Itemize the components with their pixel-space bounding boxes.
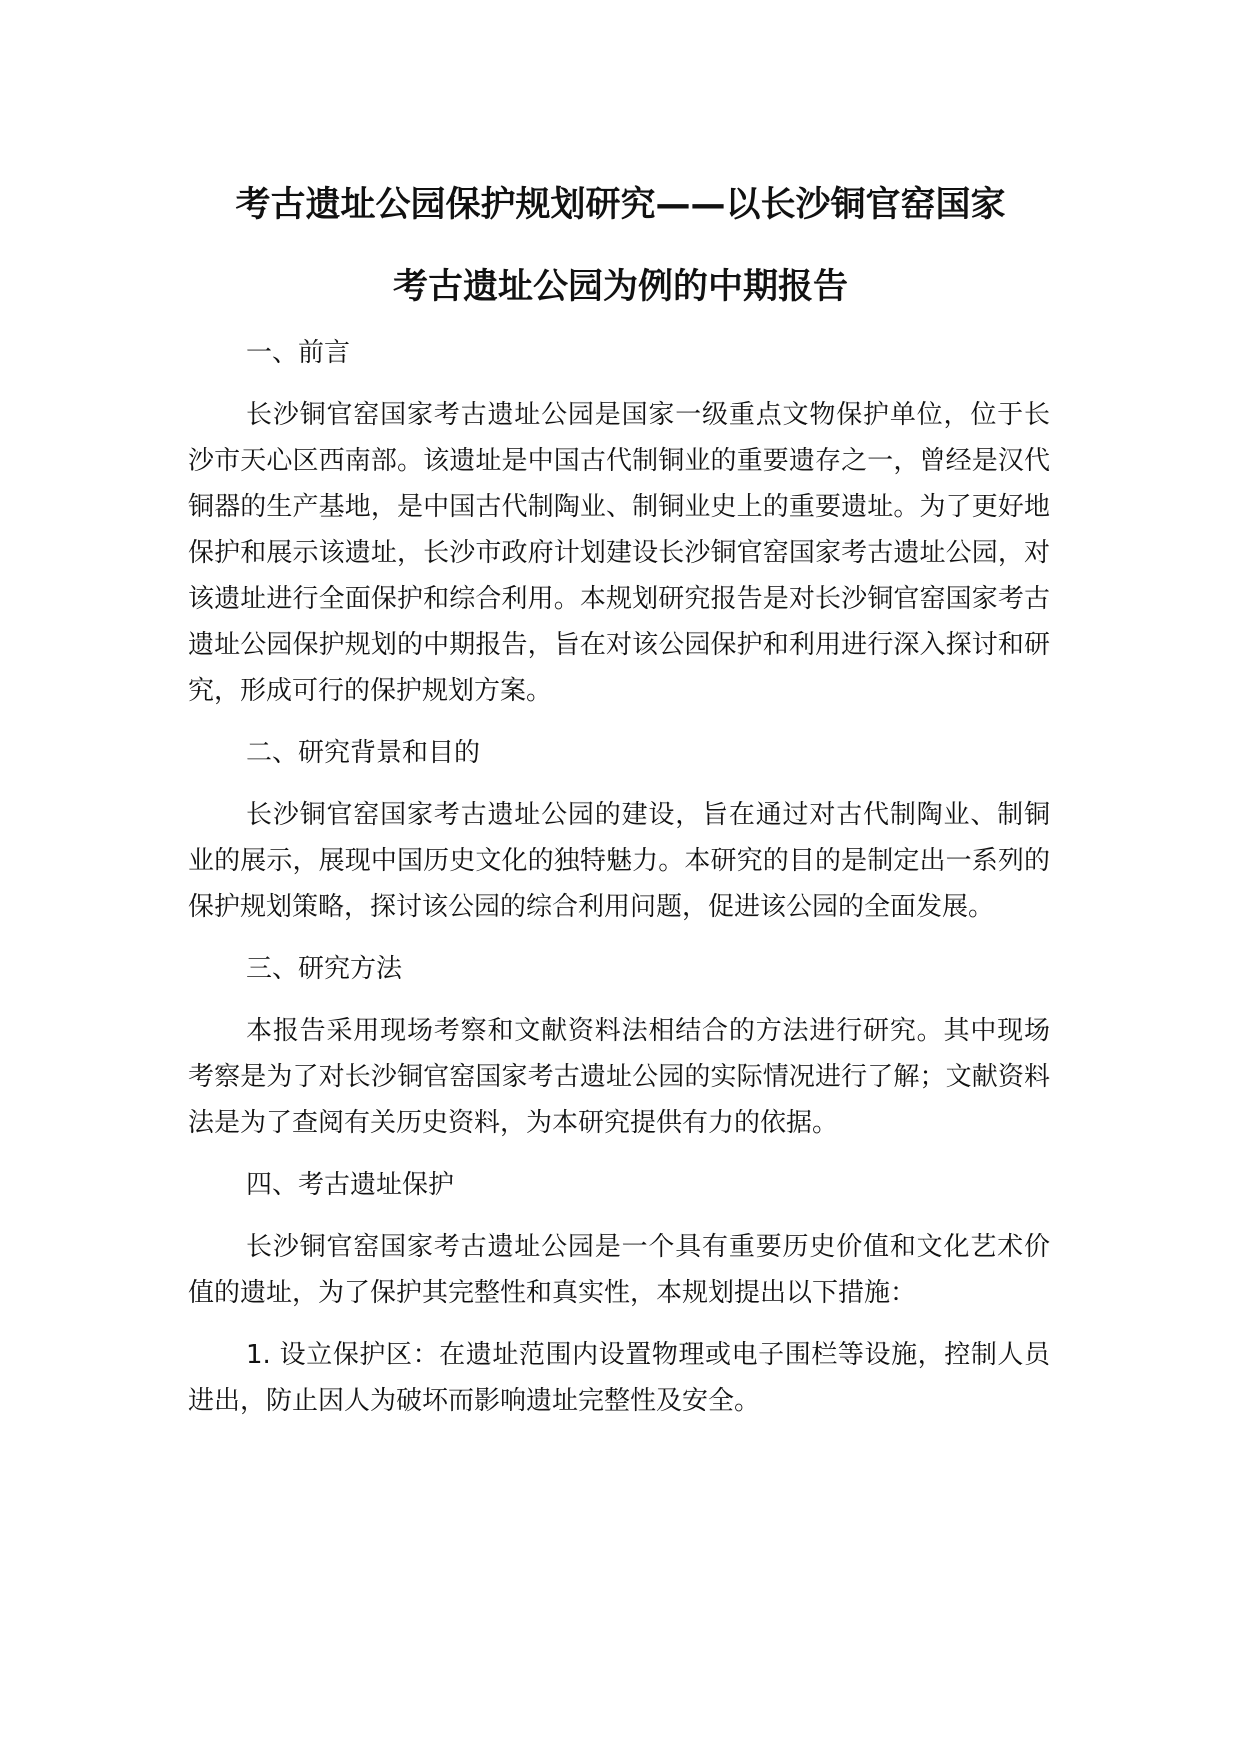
section-heading-site-protection: 四、考古遗址保护 <box>246 1170 455 1200</box>
document-title-line-1: 考古遗址公园保护规划研究——以长沙铜官窑国家 <box>235 185 1006 225</box>
list-item-measure-1: 1. 设立保护区：在遗址范围内设置物理或电子围栏等设施，控制人员进出，防止因人为破坏而影响遗址完整性及安全。 <box>188 1340 1050 1416</box>
document-body <box>188 330 1050 1440</box>
paragraph: 本报告采用现场考察和文献资料法相结合的方法进行研究。其中现场考察是为了对长沙铜官窑国家考古遗址公园的实际情况进行了解；文献资料法是为了查阅有关历史资料，为本研究提供有力的依据。 <box>188 1016 1050 1138</box>
paragraph: 长沙铜官窑国家考古遗址公园是国家一级重点文物保护单位，位于长沙市天心区西南部。该遗址是中国古代制铜业的重要遗存之一，曾经是汉代铜器的生产基地，是中国古代制陶业、制铜业史上的重要遗址。为了更好地保护和展示该遗址，长沙市政府计划建设长沙铜官窑国家考古遗址公园，对该遗址进行全面保护和综合利用。本规划研究报告是对长沙铜官窑国家考古遗址公园保护规划的中期报告，旨在对该公园保护和利用进行深入探讨和研究，形成可行的保护规划方案。 <box>188 400 1050 706</box>
paragraph: 长沙铜官窑国家考古遗址公园是一个具有重要历史价值和文化艺术价值的遗址，为了保护其完整性和真实性，本规划提出以下措施： <box>188 1232 1050 1308</box>
section-heading-methods: 三、研究方法 <box>246 954 403 984</box>
paragraph: 长沙铜官窑国家考古遗址公园的建设，旨在通过对古代制陶业、制铜业的展示，展现中国历史文化的独特魅力。本研究的目的是制定出一系列的保护规划策略，探讨该公园的综合利用问题，促进该公园的全面发展。 <box>188 800 1050 922</box>
document-title-line-2: 考古遗址公园为例的中期报告 <box>392 267 848 307</box>
section-heading-preface: 一、前言 <box>246 338 351 368</box>
section-heading-background: 二、研究背景和目的 <box>246 738 481 768</box>
